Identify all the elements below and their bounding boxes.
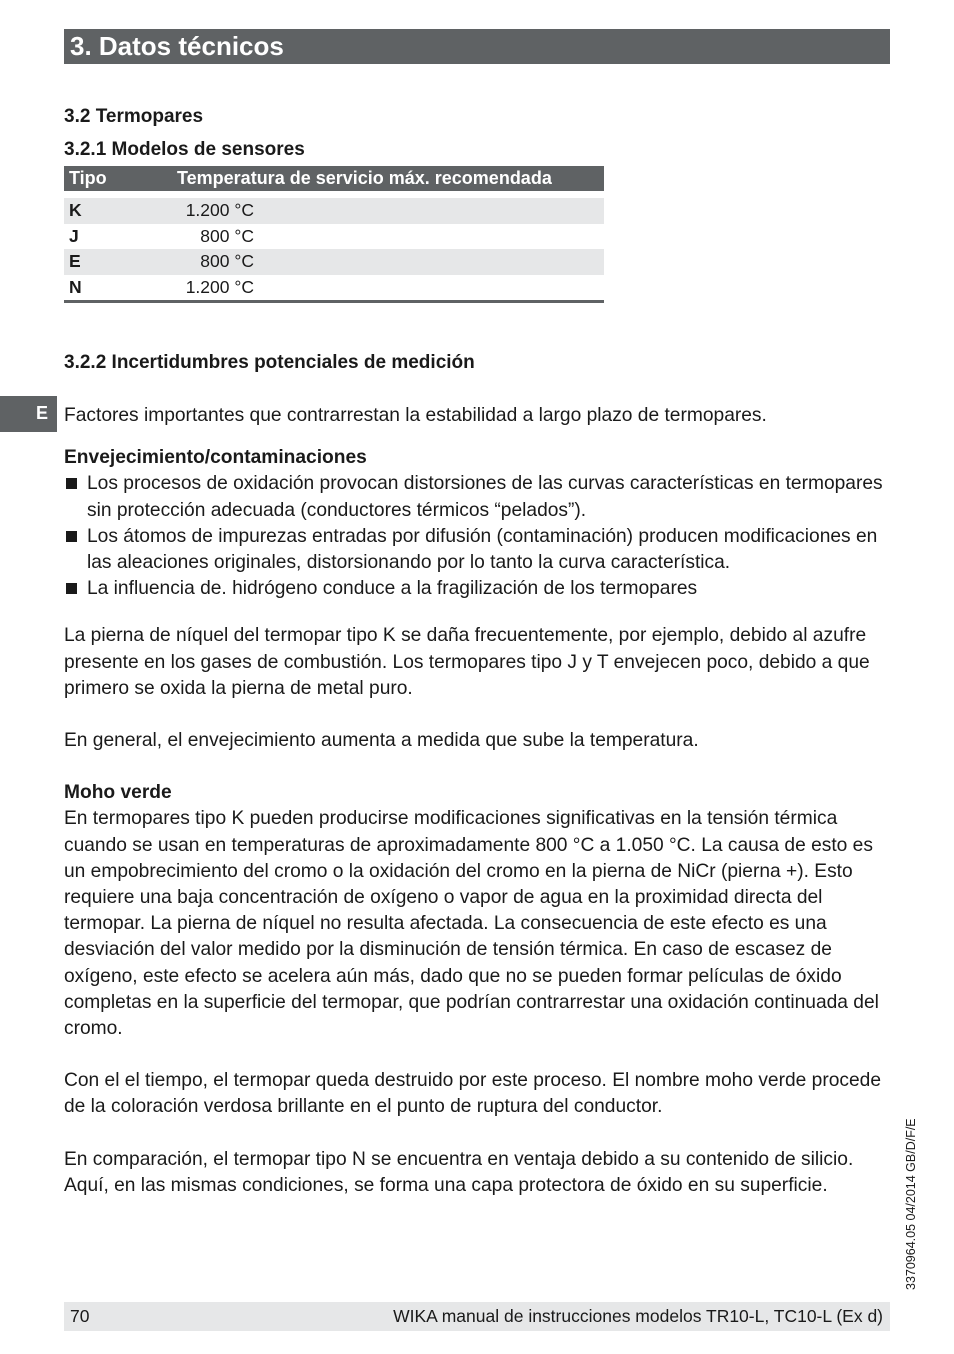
footer-title: WIKA manual de instrucciones modelos TR10-L, TC10-L (Ex d) [393,1306,883,1326]
table-header-tipo: Tipo [64,166,172,191]
sensor-models-table [64,166,604,303]
list-item: Los átomos de impurezas entradas por difusión (contaminación) producen modificaciones en las aleaciones originales, distorsionando por lo tanto la curva característica. [64,524,894,576]
table-cell-tipo: K [64,198,172,224]
aging-heading: Envejecimiento/contaminaciones [64,447,367,469]
table-cell-tipo: N [64,275,172,302]
nickel-paragraph: La pierna de níquel del termopar tipo K se daña frecuentemente, por ejemplo, debido al azufre presente en los gases de combustión. Los termopares tipo J y T envejecen poco, debido a que primero se oxida la pierna de metal puro. [64,625,870,699]
bullet-square-icon [66,478,77,489]
type-n-paragraph: En comparación, el termopar tipo N se encuentra en ventaja debido a su contenido de silicio. Aquí, en las mismas condiciones, se forma una capa protectora de óxido en su superficie. [64,1148,854,1196]
intro-paragraph: Factores importantes que contrarrestan la estabilidad a largo plazo de termopares. [64,405,767,426]
table-header-temperature: Temperatura de servicio máx. recomendada [172,166,604,191]
table-row [64,198,604,224]
aging-bullet-list [64,471,894,602]
table-cell-temp: 800 °C [200,225,254,246]
time-paragraph: Con el el tiempo, el termopar queda destruido por este proceso. El nombre moho verde procede de la coloración verdosa brillante en el punto de ruptura del conductor. [64,1070,881,1118]
table-row [64,224,604,250]
table-cell-tipo: E [64,249,172,275]
table-cell-temp: 1.200 °C [185,276,254,297]
green-rot-heading: Moho verde [64,782,172,804]
table-cell-temp: 1.200 °C [185,200,254,221]
page-number: 70 [70,1306,90,1326]
list-item: Los procesos de oxidación provocan distorsiones de las curvas características en termopares sin protección adecuada (conductores térmicos “pelados”). [64,471,894,523]
subsection2-title: 3.2.2 Incertidumbres potenciales de medición [64,352,475,373]
bullet-square-icon [66,531,77,542]
green-rot-paragraph: En termopares tipo K pueden producirse modificaciones significativas en la tensión térmica cuando se usan en temperaturas de aproximadamente 800 °C a 1.050 °C. La causa de esto es un empobrecimiento del cromo o la oxidación del cromo en la pierna de NiCr (pierna +). Esto requiere una baja concentración de oxígeno o vapor de agua en la proximidad directa del termopar. La pierna de níquel no resulta afectada. La consecuencia de este efecto es una desviación del valor medido por la disminución de tensión térmica. En caso de escasez de oxígeno, este efecto se acelera aún más, dado que no se pueden formar películas de óxido completas en la superficie del termopar, que podrían contrarrestar una oxidación continuada del cromo. [64,808,879,1040]
list-item: La influencia de. hidrógeno conduce a la fragilización de los termopares [64,576,894,602]
chapter-title: 3. Datos técnicos [64,29,890,64]
bullet-square-icon [66,583,77,594]
body-content [64,403,894,1199]
section-title: 3.2 Termopares [64,106,204,127]
table-cell-temp: 800 °C [200,251,254,272]
footer [64,1302,890,1331]
language-tab: E [0,396,57,432]
table-row [64,275,604,302]
subsection-title: 3.2.1 Modelos de sensores [64,139,305,160]
document-code: 3370964.05 04/2014 GB/D/F/E [904,1118,918,1290]
table-row [64,249,604,275]
table-cell-tipo: J [69,225,79,246]
general-paragraph: En general, el envejecimiento aumenta a medida que sube la temperatura. [64,730,699,752]
table-header-row [64,166,604,191]
